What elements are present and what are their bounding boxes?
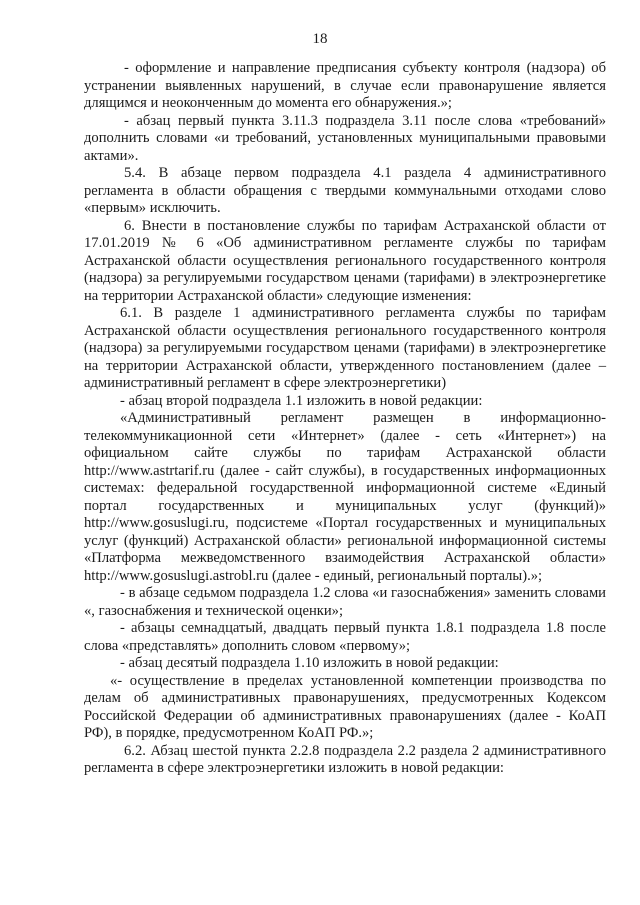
paragraph-amendment-1-2: - в абзаце седьмом подраздела 1.2 слова «и газоснабжения» заменить словами «, газоснабжения и технической оценки»; [84, 585, 606, 619]
paragraph-5-4: 5.4. В абзаце первом подраздела 4.1 раздела 4 административного регламента в области обращения с твердыми коммунальными отходами слово «первым» исключить. [84, 165, 606, 216]
paragraph-6: 6. Внести в постановление службы по тарифам Астраханской области от 17.01.2019 № 6 «Об административном регламенте службы по тарифам Астраханской области осуществления регионального государственного контроля (надзора) за регулируемыми государством ценами (тарифами) в электроэнергетике на территории Астраханской области» следующие изменения: [84, 217, 606, 304]
paragraph-amendment-1-10: - абзац десятый подраздела 1.10 изложить в новой редакции: [120, 655, 499, 671]
page-number: 18 [312, 31, 328, 47]
paragraph-quoted-regulation-placement: «Административный регламент размещен в информационно-телекоммуникационной сети «Интернет» (далее - сеть «Интернет») на официальном сайте службы по тарифам Астраханской области http://www.astrtarif.ru (далее - сайт службы), в государственных информационных системах: федеральной государственной информационной системе «Единый портал государственных и муниципальных услуг (функций)» http://www.gosuslugi.ru, подсистеме «Портал государственных и муниципальных услуг (функций) Астраханской области» региональной информационной системы «Платформа межведомственного взаимодействия Астраханской области» http://www.gosuslugi.astrobl.ru (далее - единый, региональный порталы).»; [84, 410, 606, 584]
paragraph-amendment-1-1: - абзац второй подраздела 1.1 изложить в новой редакции: [120, 392, 483, 409]
paragraph-6-2: 6.2. Абзац шестой пункта 2.2.8 подраздела 2.2 раздела 2 административного регламента в сфере электроэнергетики изложить в новой редакции: [84, 742, 606, 776]
paragraph-6-1: 6.1. В разделе 1 административного регламента службы по тарифам Астраханской области осуществления регионального государственного контроля (надзора) за регулируемыми государством ценами (тарифами) в электроэнергетике на территории Астраханской области, утвержденного постановлением (далее – административный регламент в сфере электроэнергетики) [84, 305, 606, 391]
paragraph-amendment-3-11-3: - абзац первый пункта 3.11.3 подраздела 3.11 после слова «требований» дополнить словами «и требований, установленных муниципальными правовыми актами». [84, 112, 606, 164]
paragraph-quoted-koap: «- осуществление в пределах установленной компетенции производства по делам об административных правонарушениях, предусмотренных Кодексом Российской Федерации об административных правонарушениях (далее - КоАП РФ), в порядке, предусмотренном КоАП РФ.»; [84, 672, 606, 741]
paragraph-prescription-item: - оформление и направление предписания субъекту контроля (надзора) об устранении выявленных нарушений, в случае если правонарушение является длящимся и неоконченным до момента его обнаружения.»; [84, 60, 606, 111]
document-body [84, 60, 606, 778]
paragraph-amendment-1-8-1: - абзацы семнадцатый, двадцать первый пункта 1.8.1 подраздела 1.8 после слова «представлять» дополнить словом «первому»; [84, 620, 606, 654]
